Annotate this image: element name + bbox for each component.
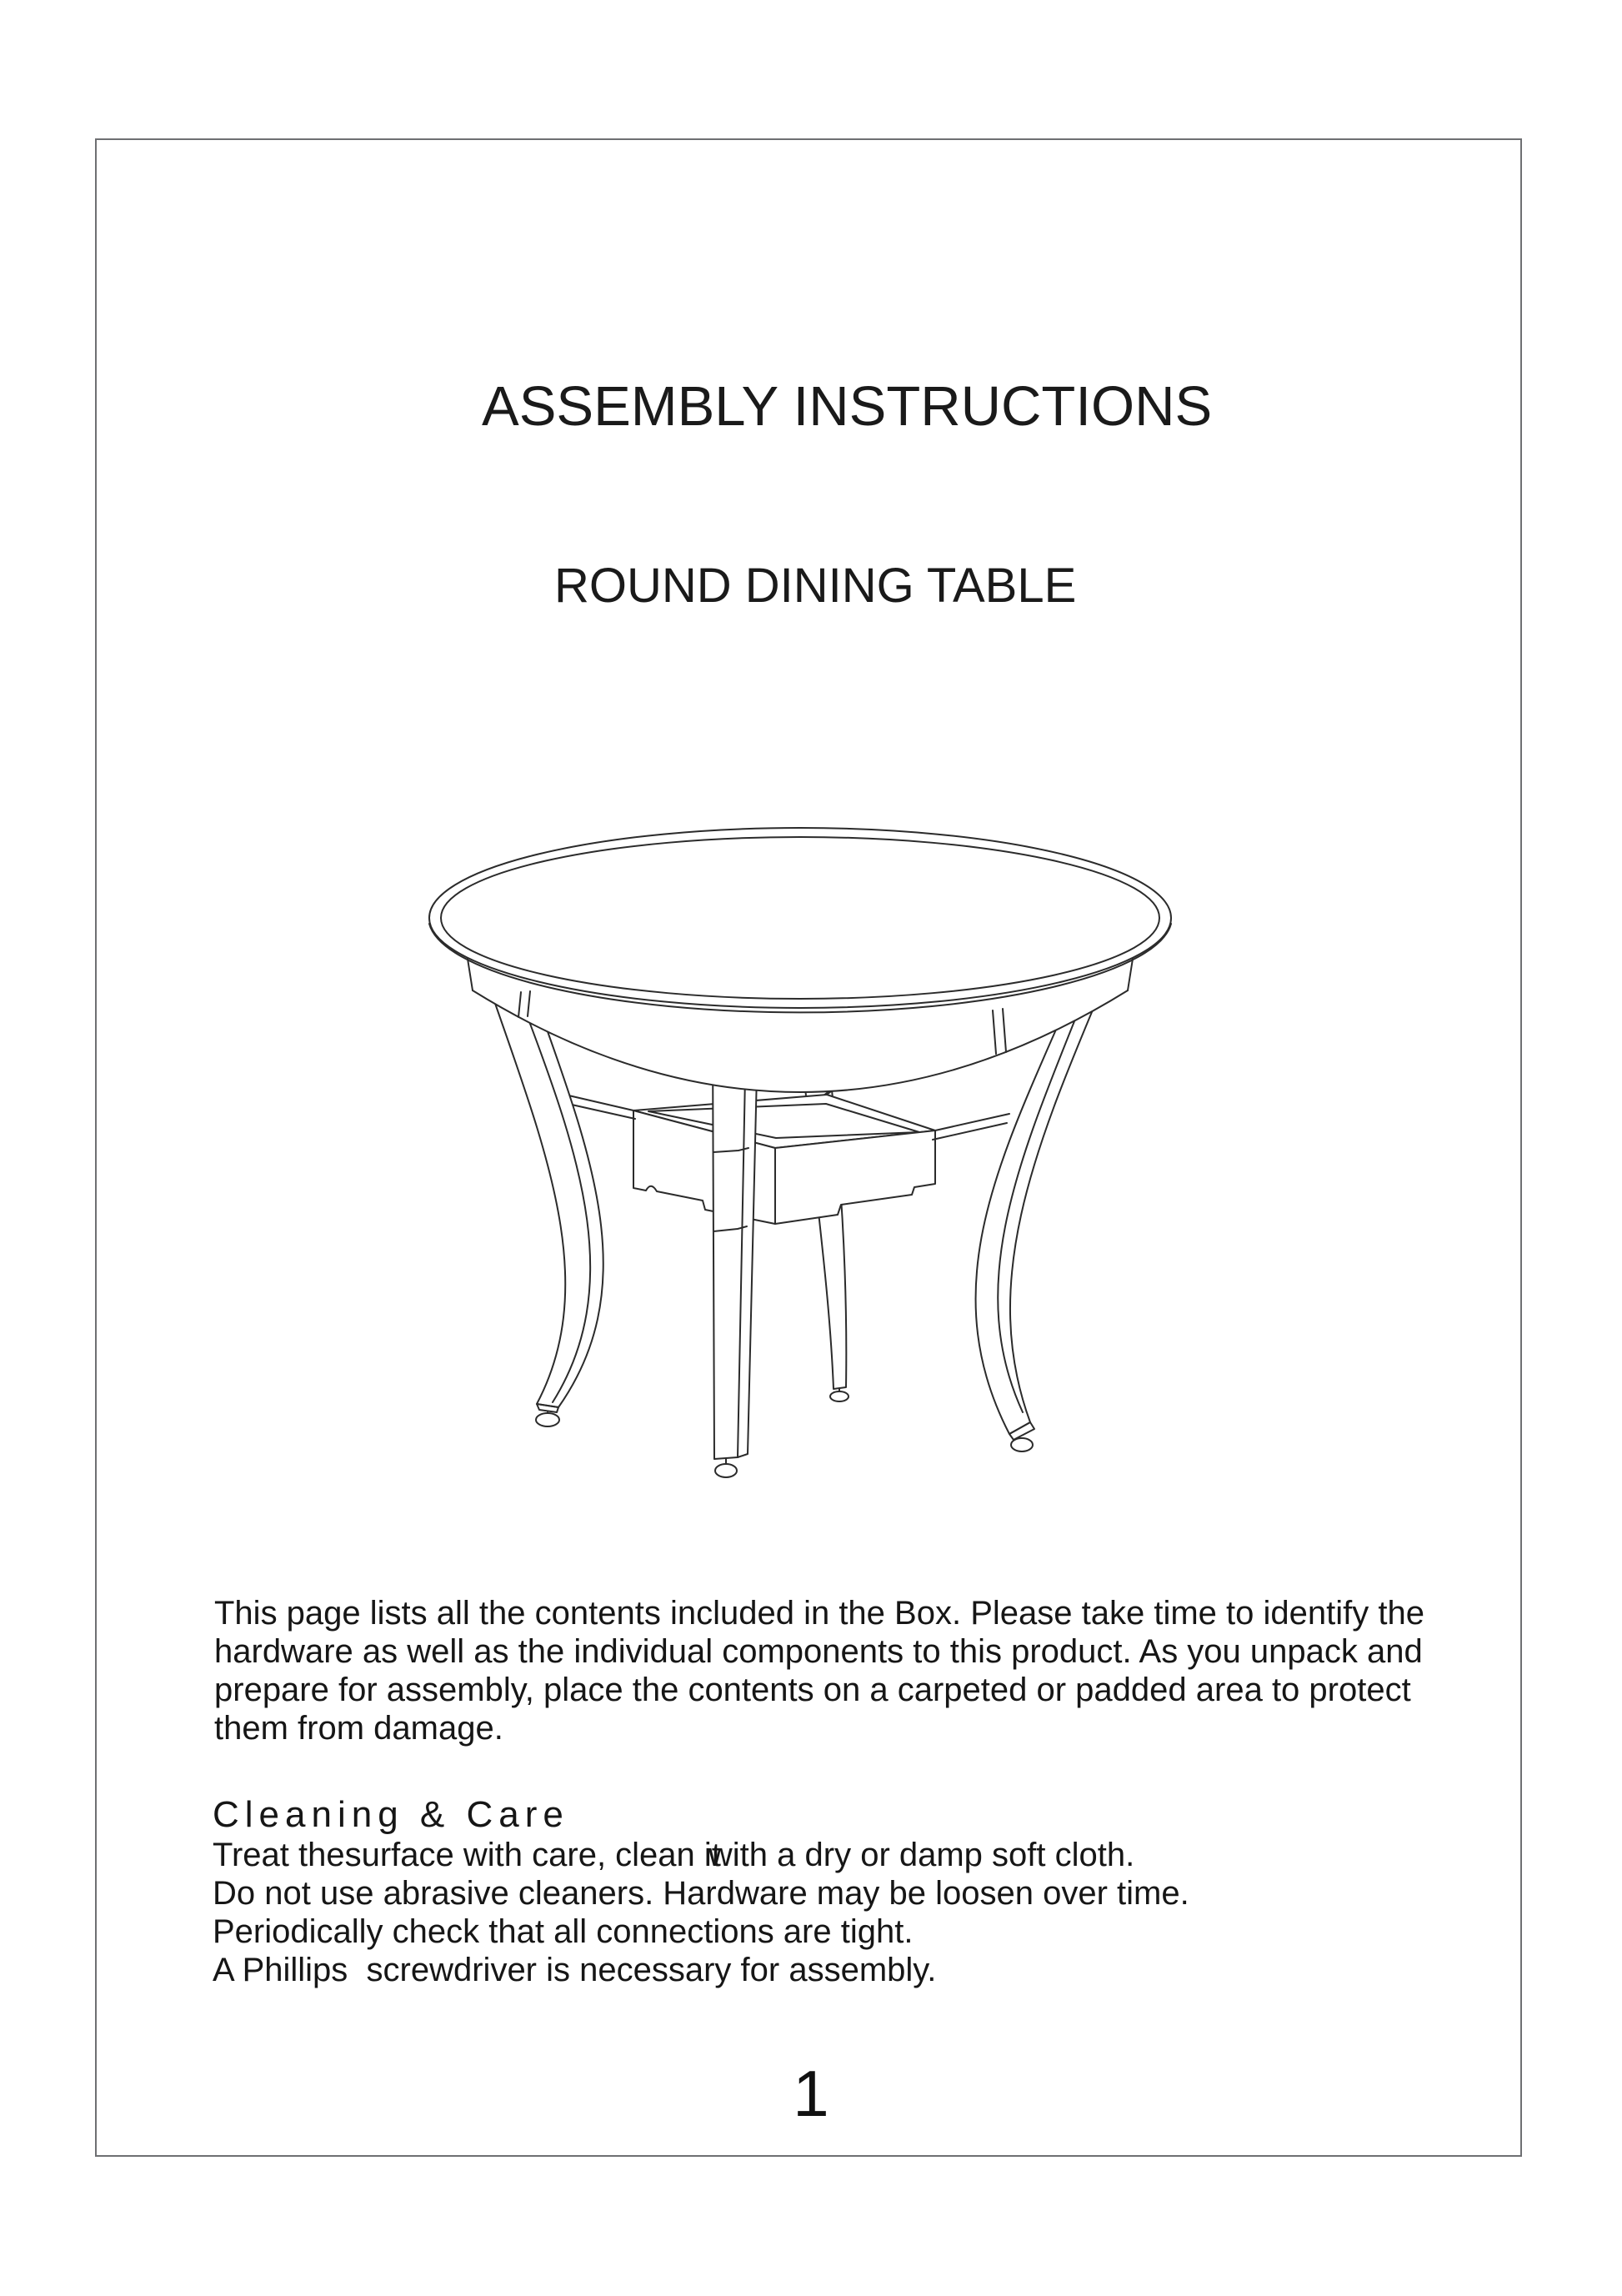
product-figure: [421, 817, 1179, 1484]
cleaning-care-line: A Phillips screwdriver is necessary for assembly.: [213, 1952, 937, 1988]
page-number: 1: [793, 2057, 829, 2130]
care-line1-part-a: Treat thesurface with care, clean it: [213, 1837, 721, 1873]
round-dining-table-illustration-icon: [421, 817, 1179, 1484]
product-name-subtitle: ROUND DINING TABLE: [554, 559, 1077, 613]
cleaning-care-line: [213, 1836, 1189, 1874]
unpacking-note-line: prepare for assembly, place the contents on a carpeted or padded area to protect: [214, 1672, 1411, 1708]
cleaning-care-heading: Cleaning & Care: [213, 1794, 569, 1835]
care-line1-part-b: with a dry or damp soft cloth.: [708, 1837, 1135, 1873]
page-title: ASSEMBLY INSTRUCTIONS: [482, 375, 1213, 438]
unpacking-note-line: hardware as well as the individual components to this product. As you unpack and: [214, 1633, 1423, 1670]
cleaning-care-section: [213, 1794, 1189, 1989]
unpacking-note-line: This page lists all the contents included in the Box. Please take time to identify the: [214, 1595, 1424, 1632]
unpacking-note-line: them from damage.: [214, 1710, 503, 1747]
cleaning-care-line: Periodically check that all connections are tight.: [213, 1913, 914, 1950]
unpacking-note: [214, 1594, 1424, 1747]
cleaning-care-line: Do not use abrasive cleaners. Hardware may be loosen over time.: [213, 1875, 1189, 1912]
